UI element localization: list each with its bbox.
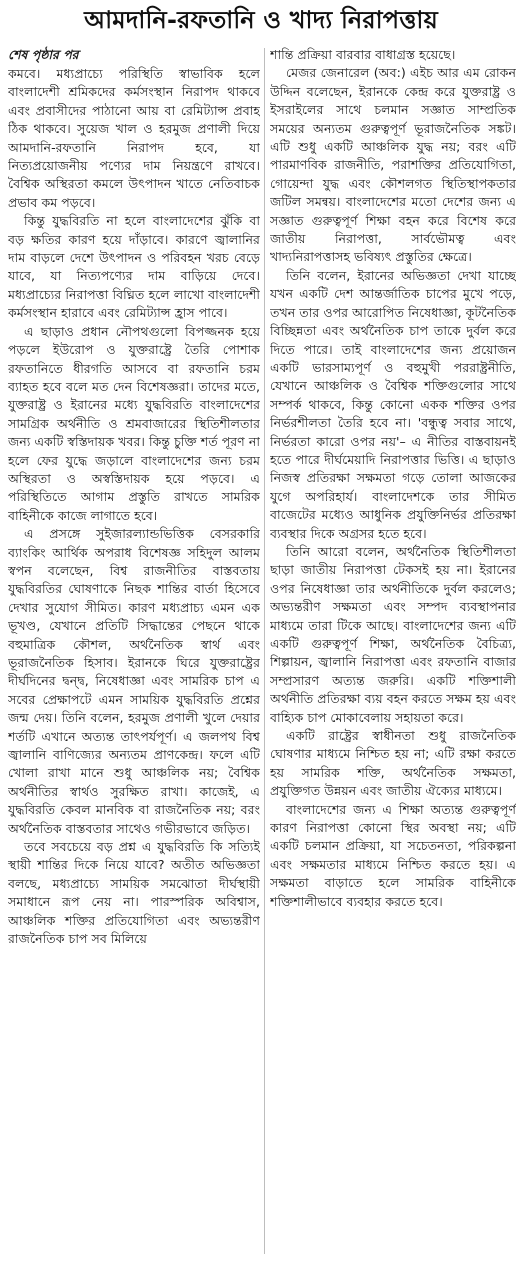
paragraph: তিনি আরো বলেন, অর্থনৈতিক স্থিতিশীলতা ছাড়া জাতীয় নিরাপত্তা টেকসই হয় না। ইরানের ওপর নিষেধাজ্ঞা তার অর্থনীতিকে দুর্বল করলেও; অভ্যন্তরীণ সক্ষমতা এবং সম্পদ ব্যবস্থাপনার মাধ্যমে তারা টিকে আছে। বাংলাদেশের জন্য এটি একটি গুরুত্বপূর্ণ শিক্ষা, অর্থনৈতিক বৈচিত্র্য, শিল্পায়ন, জ্বালানি নিরাপত্তা এবং রফতানি বাজার সম্প্রসারণ অত্যন্ত জরুরি। একটি শক্তিশালী অর্থনীতি প্রতিরক্ষা ব্যয় বহন করতে সক্ষম হয় এবং বাহ্যিক চাপ মোকাবেলায় সহায়তা করে। — [270, 543, 516, 725]
paragraph: কিন্তু যুদ্ধবিরতি না হলে বাংলাদেশের ঝুঁকি বা বড় ক্ষতির কারণ হয়ে দাঁড়াবে। কারণে জ্বালানির দাম বাড়লে দেশে উৎপাদন ও পরিবহন খরচ বেড়ে যাবে, যা নিত্যপণ্যের দাম বাড়িয়ে দেবে। মধ্যপ্রাচ্যের নিরাপত্তা বিঘ্নিত হলে লাখো বাংলাদেশী কর্মসংস্থান হারাবে এবং রেমিট্যান্স হ্রাস পাবে। — [8, 213, 260, 321]
headline: আমদানি-রফতানি ও খাদ্য নিরাপত্তায় — [84, 6, 438, 34]
paragraph: মেজর জেনারেল (অব:) এইচ আর এম রোকন উদ্দিন বলেছেন, ইরানকে কেন্দ্র করে যুক্তরাষ্ট্র ও ইসরাইলের সাথে চলমান সজ্ঞাত সাম্প্রতিক সময়ের অন্যতম গুরুত্বপূর্ণ ভূরাজনৈতিক সঙ্কট। এটি শুধু একটি আঞ্চলিক যুদ্ধ নয়; বরং এটি পারমাণবিক রাজনীতি, পরাশক্তির প্রতিযোগিতা, গোয়েন্দা যুদ্ধ এবং কৌশলগত স্থিতিস্থাপকতার জটিল সমন্বয়। বাংলাদেশের মতো দেশের জন্য এ সজ্ঞাত গুরুত্বপূর্ণ শিক্ষা বহন করে বিশেষ করে জাতীয় নিরাপত্তা, সার্বভৌমত্ব এবং খাদ্যনিরাপত্তাসহ ভবিষ্যৎ প্রস্তুতির ক্ষেত্রে। — [270, 65, 516, 265]
paragraph: তবে সবচেয়ে বড় প্রশ্ন এ যুদ্ধবিরতি কি সত্যিই স্থায়ী শান্তির দিকে নিয়ে যাবে? অতীত অভিজ্ঞতা বলছে, মধ্যপ্রাচ্যে সাময়িক সমঝোতা দীর্ঘস্থায়ী সমাধানে রূপ নেয় না। পারস্পরিক অবিশ্বাস, আঞ্চলিক শক্তির প্রতিযোগিতা এবং অভ্যন্তরীণ রাজনৈতিক চাপ সব মিলিয়ে — [8, 839, 260, 947]
continued-from-label: শেষ পৃষ্ঠার পর — [8, 47, 79, 62]
paragraph: একটি রাষ্ট্রের স্বাধীনতা শুধু রাজনৈতিক ঘোষণার মাধ্যমে নিশ্চিত হয় না; এটি রক্ষা করতে হয় সামরিক শক্তি, অর্থনৈতিক সক্ষমতা, প্রযুক্তিগত উন্নয়ন এবং জাতীয় ঐক্যের মাধ্যমে। — [270, 728, 516, 799]
paragraph: এ ছাড়াও প্রধান নৌপথগুলো বিপজ্জনক হয়ে পড়লে ইউরোপ ও যুক্তরাষ্ট্রে তৈরি পোশাক রফতানিতে ধীরগতি আসবে বা রফতানি চরম ব্যাহত হবে বলে মত দেন বিশেষজ্ঞরা। তাদের মতে, যুক্তরাষ্ট্র ও ইরানের মধ্যে যুদ্ধবিরতি বাংলাদেশের সামগ্রিক অর্থনীতি ও শ্রমবাজারের স্থিতিশীলতার জন্য একটি স্বস্তিদায়ক খবর। কিন্তু চুক্তি শর্ত পূরণ না হলে ফের যুদ্ধে জড়ালে বাংলাদেশের জন্য চরম অস্থিরতা ও অস্বস্তিদায়ক হয়ে পড়বে। এ পরিস্থিতিতে আগাম প্রস্তুতি রাখতে সামরিক বাহিনীকে কাজে লাগাতে হবে। — [8, 323, 260, 523]
right-column — [270, 46, 516, 1258]
paragraph: শান্তি প্রক্রিয়া বারবার বাধাগ্রস্ত হয়েছে। — [270, 47, 456, 62]
paragraph: কমবে। মধ্যপ্রাচ্যে পরিস্থিতি স্বাভাবিক হলে বাংলাদেশী শ্রমিকদের কর্মসংস্থান নিরাপদ থাকবে এবং প্রবাসীদের পাঠানো আয় বা রেমিট্যান্স প্রবাহ ঠিক থাকবে। সুয়েজ খাল ও হরমুজ প্রণালী দিয়ে আমদানি-রফতানি নিরাপদ হবে, যা নিত্যপ্রয়োজনীয় পণ্যের দাম নিয়ন্ত্রণে রাখবে। বৈশ্বিক অস্থিরতা কমলে উৎপাদন খাতে নেতিবাচক প্রভাব কম পড়বে। — [8, 66, 260, 210]
paragraph: বাংলাদেশের জন্য এ শিক্ষা অত্যন্ত গুরুত্বপূর্ণ কারণ নিরাপত্তা কোনো স্থির অবস্থা নয়; এটি একটি চলমান প্রক্রিয়া, যা সচেতনতা, পরিকল্পনা এবং সক্ষমতার মাধ্যমে নিশ্চিত করতে হয়। এ সক্ষমতা বাড়াতে হলে সামরিক বাহিনীকে শক্তিশালীভাবে ব্যবহার করতে হবে। — [270, 801, 516, 909]
paragraph: তিনি বলেন, ইরানের অভিজ্ঞতা দেখা যাচ্ছে যখন একটি দেশ আন্তর্জাতিক চাপের মুখে পড়ে, তখন তার ওপর আরোপিত নিষেধাজ্ঞা, কূটনৈতিক বিচ্ছিন্নতা এবং অর্থনৈতিক চাপ তাকে দুর্বল করে দিতে পারে। তাই বাংলাদেশের জন্য প্রয়োজন একটি ভারসাম্যপূর্ণ ও বহুমুখী পররাষ্ট্রনীতি, যেখানে আঞ্চলিক ও বৈশ্বিক শক্তিগুলোর সাথে সম্পর্ক থাকবে, কিন্তু কোনো একক শক্তির ওপর নির্ভরশীলতা তৈরি হবে না। 'বন্ধুত্ব সবার সাথে, নির্ভরতা কারো ওপর নয়'– এ নীতির বাস্তবায়নই হতে পারে দীর্ঘমেয়াদি নিরাপত্তার ভিত্তি। এ ছাড়াও নিজস্ব প্রতিরক্ষা সক্ষমতা গড়ে তোলা আজকের যুগে অপরিহার্য। বাংলাদেশকে তার সীমিত বাজেটের মধ্যেও আধুনিক প্রযুক্তিনির্ভর প্রতিরক্ষা ব্যবস্থার দিকে অগ্রসর হতে হবে। — [270, 267, 516, 541]
column-divider — [264, 48, 265, 1254]
left-column — [8, 46, 260, 1258]
paragraph: এ প্রসঙ্গে সুইজারল্যান্ডভিত্তিক বেসরকারি ব্যাংকিং আর্থিক অপরাধ বিশেষজ্ঞ সহিদুল আলম স্বপন বলেছেন, বিশ্ব রাজনীতির বাস্তবতায় যুদ্ধবিরতির ঘোষণাকে নিছক শান্তির বার্তা হিসেবে দেখার সুযোগ সীমিত। কারণ মধ্যপ্রাচ্য এমন এক ভূখণ্ড, যেখানে প্রতিটি সিদ্ধান্তের পেছনে থাকে বহুমাত্রিক কৌশল, অর্থনৈতিক স্বার্থ এবং ভূরাজনৈতিক হিসাব। ইরানকে ঘিরে যুক্তরাষ্ট্রের দীর্ঘদিনের দ্বন্দ্ব, নিষেধাজ্ঞা এবং সামরিক চাপ এ সবের প্রেক্ষাপটে এমন সাময়িক যুদ্ধবিরতি প্রশ্নের জন্ম দেয়। তিনি বলেন, হরমুজ প্রণালী খুলে দেয়ার শর্তটি এখানে অত্যন্ত তাৎপর্যপূর্ণ। এ জলপথ বিশ্ব জ্বালানি বাণিজ্যের অন্যতম প্রাণকেন্দ্র। ফলে এটি খোলা রাখা মানে শুধু আঞ্চলিক নয়; বৈশ্বিক অর্থনীতির স্বার্থও সুরক্ষিত রাখা। কাজেই, এ যুদ্ধবিরতি কেবল মানবিক বা রাজনৈতিক নয়; বরং অর্থনৈতিক বাস্তবতার সাথেও গভীরভাবে জড়িত। — [8, 526, 260, 836]
